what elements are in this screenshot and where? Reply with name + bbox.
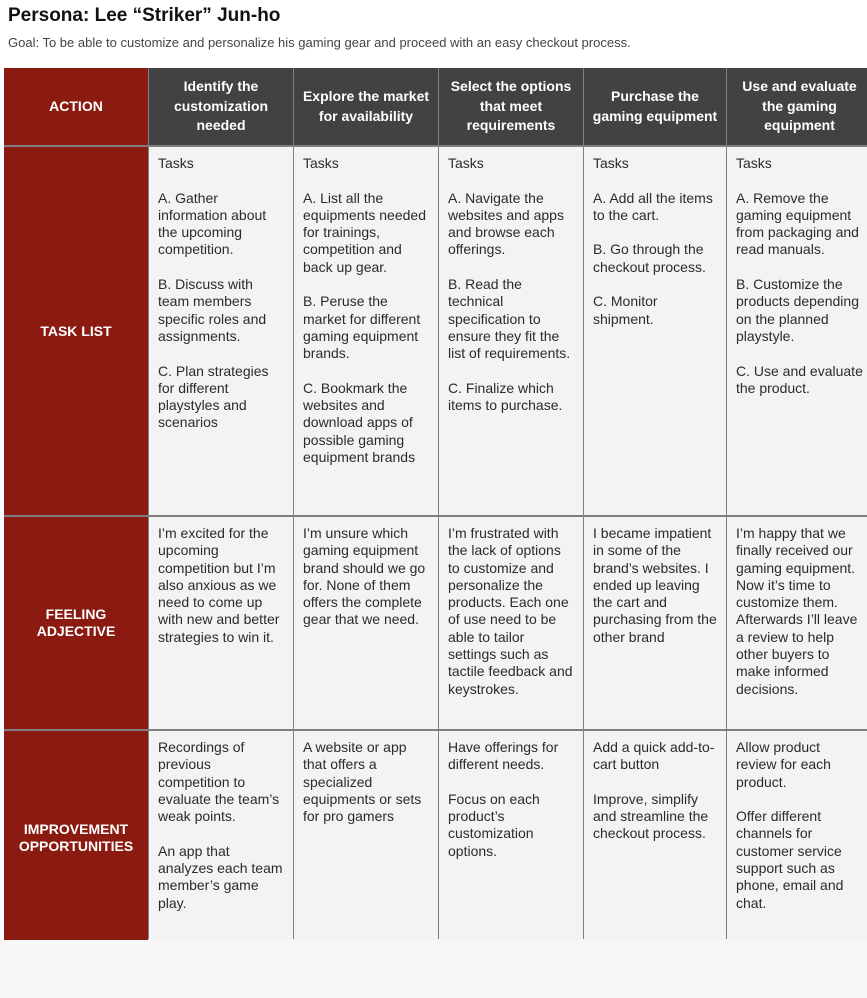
action-header: ACTION (4, 68, 148, 145)
task-list-cell: Tasks A. Remove the gaming equipment from packaging and read manuals. B. Customize the products depending on the planned playstyle. C. Use and evaluate the product. (727, 147, 867, 515)
persona-goal: Goal: To be able to customize and personalize his gaming gear and proceed with an easy checkout process. (8, 35, 631, 50)
feeling-cell: I’m excited for the upcoming competition but I’m also anxious as we need to come up with new and better strategies to win it. (149, 517, 293, 729)
task-list-cell: Tasks A. List all the equipments needed for trainings, competition and back up gear. B. Peruse the market for different gaming equipment brands. C. Bookmark the websites and download apps of possible gaming equipment brands (294, 147, 438, 515)
stage-header-identify: Identify the customization needed (149, 68, 293, 145)
stage-header-purchase: Purchase the gaming equipment (584, 68, 726, 145)
row-header-task-list: TASK LIST (4, 147, 148, 515)
improvement-cell: A website or app that offers a specialized equipments or sets for pro gamers (294, 731, 438, 944)
feeling-cell: I became impatient in some of the brand’s websites. I ended up leaving the cart and purchasing from the other brand (584, 517, 726, 729)
task-list-cell: Tasks A. Add all the items to the cart. B. Go through the checkout process. C. Monitor shipment. (584, 147, 726, 515)
row-header-feeling-adjective: FEELING ADJECTIVE (4, 517, 148, 729)
improvement-cell: Add a quick add-to-cart button Improve, simplify and streamline the checkout process. (584, 731, 726, 944)
page-footer-area (0, 940, 867, 998)
improvement-cell: Allow product review for each product. Offer different channels for customer service support such as phone, email and chat. (727, 731, 867, 944)
task-list-cell: Tasks A. Navigate the websites and apps and browse each offerings. B. Read the technical specification to ensure they fit the list of requirements. C. Finalize which items to purchase. (439, 147, 583, 515)
feeling-cell: I’m unsure which gaming equipment brand should we go for. None of them offers the complete gear that we need. (294, 517, 438, 729)
stage-header-use: Use and evaluate the gaming equipment (727, 68, 867, 145)
row-header-improvement-opportunities: IMPROVEMENT OPPORTUNITIES (4, 731, 148, 944)
stage-header-select: Select the options that meet requirements (439, 68, 583, 145)
feeling-cell: I’m happy that we finally received our gaming equipment. Now it’s time to customize them. Afterwards I’ll leave a review to help other buyers to make informed decisions. (727, 517, 867, 729)
feeling-cell: I’m frustrated with the lack of options to customize and personalize the products. Each one of use need to be able to tailor settings such as tactile feedback and keystrokes. (439, 517, 583, 729)
page-title: Persona: Lee “Striker” Jun-ho (8, 5, 281, 26)
journey-map-table (4, 68, 867, 939)
stage-header-explore: Explore the market for availability (294, 68, 438, 145)
task-list-cell: Tasks A. Gather information about the upcoming competition. B. Discuss with team members specific roles and assignments. C. Plan strategies for different playstyles and scenarios (149, 147, 293, 515)
improvement-cell: Have offerings for different needs. Focus on each product’s customization options. (439, 731, 583, 944)
improvement-cell: Recordings of previous competition to evaluate the team’s weak points. An app that analyzes each team member’s game play. (149, 731, 293, 944)
